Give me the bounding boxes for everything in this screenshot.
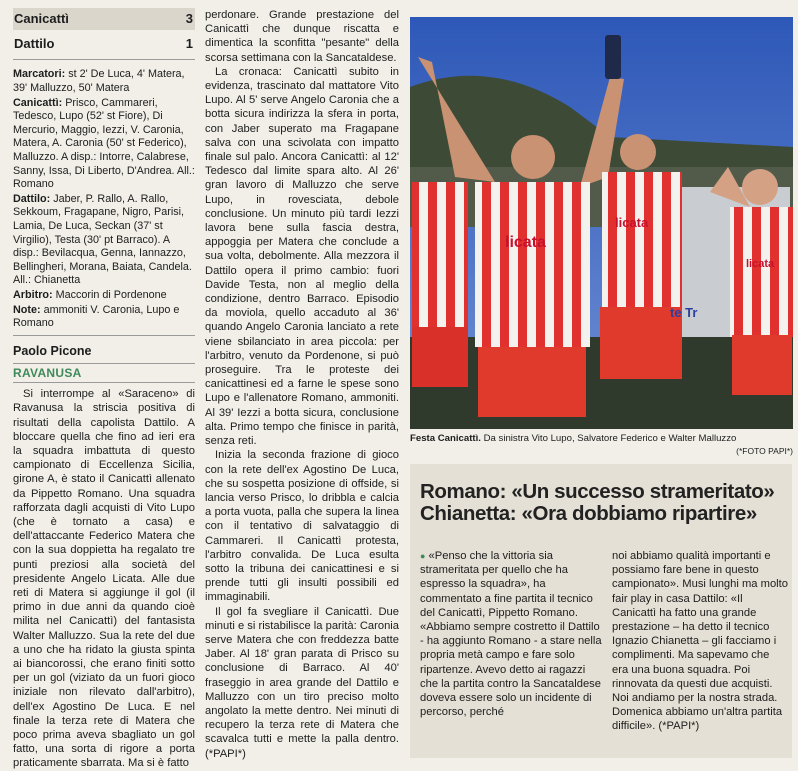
interview-column-1 [420,549,604,719]
interview-text-1: «Penso che la vittoria sia strameritata per quello che ha espresso la squadra», ha commentato a fine partita il tecnico del Canicattì, Pippetto Romano. «Abbiamo sempre costretto il Dattilo - ha aggiunto Romano - a stare nella propria metà campo e fare solo ripartenze. Avevo detto ai ragazzi che la partita contro la Sancataldese doveva essere solo un incidente di percorso, perché [420,550,602,719]
photo-credit: (*FOTO PAPI*) [736,446,793,456]
headline-line-1: Romano: «Un successo strameritato» [420,480,775,503]
photo-caption [410,433,793,457]
divider [13,335,195,336]
dateline: RAVANUSA [13,363,195,383]
score-row-home [13,8,195,30]
headline-line-2: Chianetta: «Ora dobbiamo ripartire» [420,502,757,525]
photo-illustration [410,17,793,429]
shirt-sponsor: licata [505,234,546,251]
team-celebration-photo [410,17,793,429]
article-paragraph: perdonare. Grande prestazione del Canicattì che dunque riscatta e dimentica la sconfitta "pesante" della scorsa settimana con la Sancataldese. [205,9,399,64]
away-goals: 1 [185,36,193,52]
caption-text: Da sinistra Vito Lupo, Salvatore Federico e Walter Malluzzo [483,433,737,444]
article-paragraph: Inizia la seconda frazione di gioco con la rete dell'ex Agostino De Luca, che su sospetta posizione di offside, si lancia verso Prisco, lo dribbla e calcia a porta vuota, palla che supera la linea con il tentativo di salvataggio di Cammareri. Il Canicattì protesta, l'arbitro convalida. De Luca esulta sotto la tribuna dei canicattinesi e si prende tutti gli insulti possibili ed immaginabili. [205,449,399,604]
article-paragraph: Il gol fa svegliare il Canicattì. Due minuti e si ristabilisce la parità: Caronia serve Matera che con freddezza batte Jaber. Al 18' gran parata di Prisco su conclusione di Barraco. Al 40' fraseggio in area grande del Dattilo e Malluzzo con un tiro preciso molto angolato la mette dentro. Nei minuti di recupero la terza rete di Matera che scavalca tutti e mette la palla dentro. (*PAPI*) [205,605,399,760]
article-paragraph: La cronaca: Canicattì subito in evidenza, trascinato dal mattatore Vito Lupo. Al 5' serve Angelo Caronia che a botta sicura indirizza la sfera in porta, con Jaber superato ma Fragapane salva con una scivolata con impatto finale sul palo. Ancora Canicattì: al 12' Tedesco dal limite spara alto. Al 26' gran lavoro di Malluzzo che serve Lupo, in rovesciata, debole conclusione. Un minuto più tardi Iezzi lavora bene sulla fascia destra, appoggia per Matera che conclude a sua volta, debolmente. Alla mezzora il Dattilo opera il primo cambio: fuori Davide Testa, non al meglio della condizione, dentro Barraco. Episodio da moviola, quello accaduto al 36' quando Angelo Caronia lanciato a rete viene sbilanciato in area piccola: per l'arbitro, venuto da Pordenone, si può proseguire. Tra le proteste dei canicattinesi ed a farne le spese sono Lupo e l'allenatore Romano, ammoniti. Al 39' Iezzi a botta sicura, conclusione alta. Primo tempo che finisce in parità, senza reti. [205,65,399,448]
interview-text-2: noi abbiamo qualità importanti e possiamo fare bene in questo campionato». Musi lunghi ma molto fair play in casa Dattilo: «Il Canicattì ha fatto una grande prestazione – ha detto il tecnico Ignazio Chianetta – gli facciamo i complimenti. Ma sapevamo che era una buona squadra. Poi rinnovata da questi due acquisti. Noi andiamo per la nostra strada. Domenica abbiamo un'altra partita difficile». (*PAPI*) [612,550,788,733]
middle-column [205,8,399,761]
away-team: Dattilo [14,36,55,52]
fact-away-lineup: Dattilo: Jaber, P. Rallo, A. Rallo, Sekkoum, Fragapane, Nigro, Parisi, Lamia, De Luca, Seckan (37' st Virgilio), Testa (30' pt Barraco). A disp.: Bevilacqua, Genna, Iannazzo, Bellingheri, Morana, Baiata, Candela. All.: Chianetta [13,192,192,287]
home-team: Canicattì [14,11,69,26]
byline: Paolo Picone [13,343,92,358]
fact-home-lineup: Canicattì: Prisco, Cammareri, Tedesco, Lupo (52' st Fiore), Di Mercurio, Maggio, Iezzi, V. Caronia, Matera, A. Caronia (50' st Federico), Malluzzo. A disp.: Intorre, Calabrese, Sanny, Issa, Di Liberto, D'Andrea. All.: Romano [13,96,195,191]
fact-notes: Note: ammoniti V. Caronia, Lupo e Romano [13,303,180,330]
shirt-sponsor: licata [746,258,775,270]
divider [13,59,195,60]
advertising-board-text: te Tr [670,305,698,320]
score-row-away [13,33,195,55]
article-body-col1: Si interrompe al «Saraceno» di Ravanusa la striscia positiva di risultati della capolista Dattilo. A bloccare quella che fino ad ieri era la squadra imbattuta di questo campionato di Eccellenza Sicilia, girone A, è stato il Canicattì allenato da Pippetto Romano. Una squadra rafforzata dagli acquisti di Vito Lupo (che è tornato a casa) e dell'attaccante Federico Matera che con la sua doppietta ha regalato tre punti preziosi alla società del presidente Angelo Licata. Alle due reti di Matera si aggiunge il gol (il primo in due anni da quando cioè milita nel Canicattì) del fantasista Walter Malluzzo. Sua la rete del due a uno che ha ridato la giusta spinta ai biancorossi, che erano finiti sotto per un gol (viziato da un fuori gioco iniziale non rilevato dall'arbitro), dell'ex Agostino De Luca. E nel finale la terza rete di Matera che poco prima aveva sbagliato un gol fatto, una sorta di rigore a porta praticamente sbarrata. Ma si è fatto [13,388,195,770]
shirt-sponsor: licata [615,215,649,230]
home-goals: 3 [185,11,193,26]
interview-column-2 [612,549,788,734]
caption-title: Festa Canicattì. [410,433,481,444]
match-facts [13,68,195,330]
fact-referee: Arbitro: Maccorin di Pordenone [13,288,167,301]
fact-scorers: Marcatori: st 2' De Luca, 4' Matera, 39' Malluzzo, 50' Matera [13,68,185,94]
left-column [13,8,195,771]
bullet-icon: ● [420,551,426,561]
interview-headline [420,481,790,525]
